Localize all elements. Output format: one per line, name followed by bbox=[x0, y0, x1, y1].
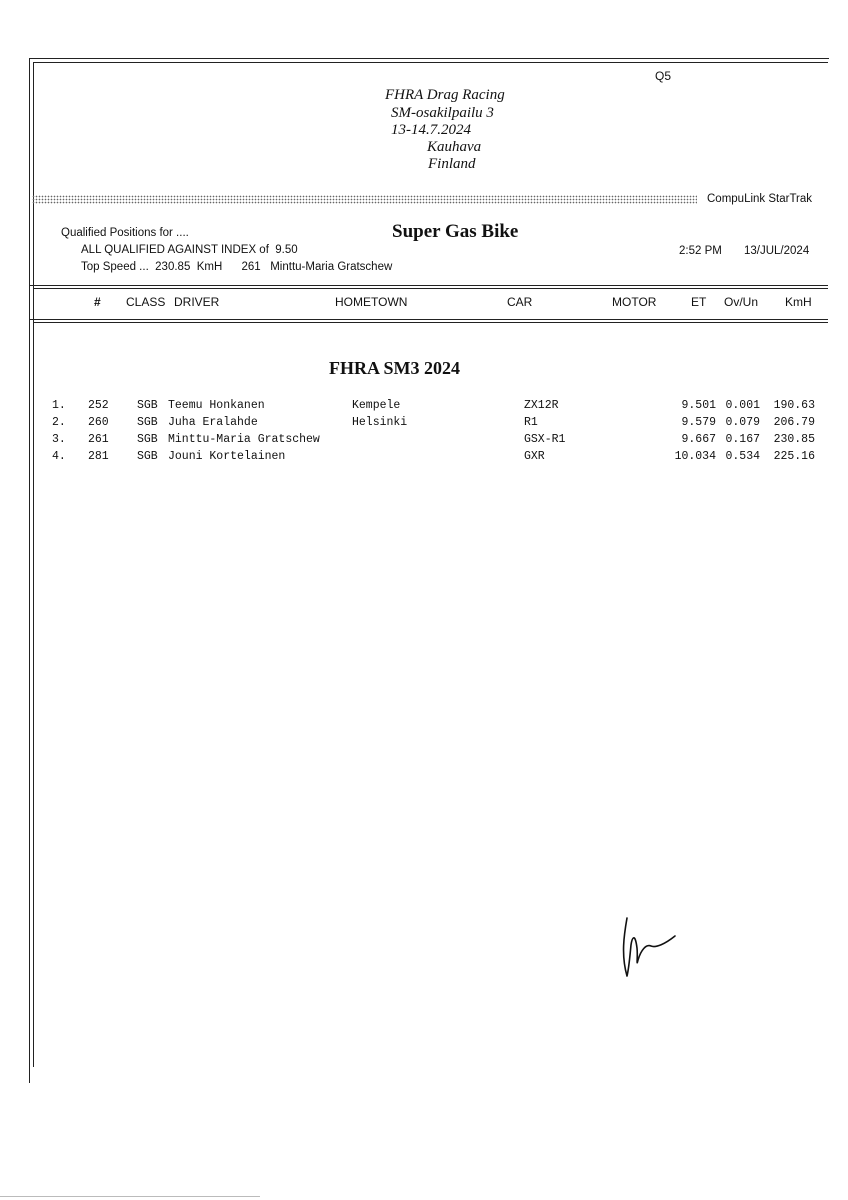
header-rule-bottom bbox=[29, 319, 828, 320]
row-car: GSX-R1 bbox=[524, 433, 566, 446]
row-driver: Teemu Honkanen bbox=[168, 399, 265, 412]
col-kmh: KmH bbox=[785, 295, 812, 309]
col-driver: DRIVER bbox=[174, 295, 220, 309]
index-line: ALL QUALIFIED AGAINST INDEX of 9.50 bbox=[81, 244, 298, 256]
row-position: 4. bbox=[52, 450, 66, 463]
col-hometown: HOMETOWN bbox=[335, 295, 408, 309]
row-driver: Juha Eralahde bbox=[168, 416, 258, 429]
table-row bbox=[0, 433, 848, 450]
report-date: 13/JUL/2024 bbox=[744, 245, 810, 257]
row-et: 9.579 bbox=[681, 416, 716, 429]
top-border bbox=[29, 58, 829, 59]
col-motor: MOTOR bbox=[612, 295, 657, 309]
row-number: 252 bbox=[88, 399, 109, 412]
left-border bbox=[29, 58, 30, 1083]
row-car: ZX12R bbox=[524, 399, 559, 412]
col-et: ET bbox=[691, 295, 707, 309]
col-car: CAR bbox=[507, 295, 533, 309]
signature bbox=[615, 910, 695, 985]
header-rule-bottom-inner bbox=[33, 322, 828, 323]
row-ovun: 0.534 bbox=[725, 450, 760, 463]
row-ovun: 0.079 bbox=[725, 416, 760, 429]
report-time: 2:52 PM bbox=[679, 245, 722, 257]
row-car: R1 bbox=[524, 416, 538, 429]
top-speed-line: Top Speed ... 230.85 KmH 261 Minttu-Maria Gratschew bbox=[81, 261, 393, 273]
row-ovun: 0.167 bbox=[725, 433, 760, 446]
software-label: CompuLink StarTrak bbox=[707, 193, 813, 205]
row-kmh: 225.16 bbox=[773, 450, 815, 463]
row-et: 10.034 bbox=[674, 450, 716, 463]
row-car: GXR bbox=[524, 450, 545, 463]
row-position: 1. bbox=[52, 399, 66, 412]
section-title: FHRA SM3 2024 bbox=[329, 358, 461, 378]
event-title: FHRA Drag Racing bbox=[385, 87, 505, 103]
left-border-inner bbox=[33, 62, 34, 1067]
header-rule-top-inner bbox=[33, 288, 828, 289]
table-row bbox=[0, 399, 848, 416]
table-row bbox=[0, 416, 848, 433]
col-number: # bbox=[94, 295, 101, 309]
row-class: SGB bbox=[137, 399, 158, 412]
row-class: SGB bbox=[137, 433, 158, 446]
event-venue: Kauhava bbox=[427, 139, 482, 155]
row-driver: Jouni Kortelainen bbox=[168, 450, 286, 463]
row-class: SGB bbox=[137, 450, 158, 463]
row-class: SGB bbox=[137, 416, 158, 429]
report-code: Q5 bbox=[655, 69, 672, 83]
row-hometown: Helsinki bbox=[352, 416, 408, 429]
qualified-label: Qualified Positions for .... bbox=[61, 227, 189, 239]
row-number: 281 bbox=[88, 450, 109, 463]
event-country: Finland bbox=[428, 156, 476, 172]
table-row bbox=[0, 450, 848, 467]
event-dates: 13-14.7.2024 bbox=[391, 122, 471, 138]
row-hometown: Kempele bbox=[352, 399, 401, 412]
row-number: 260 bbox=[88, 416, 109, 429]
row-kmh: 230.85 bbox=[773, 433, 815, 446]
class-title: Super Gas Bike bbox=[392, 221, 519, 242]
dotted-separator bbox=[32, 195, 697, 204]
row-et: 9.501 bbox=[681, 399, 716, 412]
row-position: 3. bbox=[52, 433, 66, 446]
header-rule-top bbox=[29, 285, 828, 286]
row-number: 261 bbox=[88, 433, 109, 446]
top-border-inner bbox=[33, 62, 828, 63]
event-subtitle: SM-osakilpailu 3 bbox=[391, 105, 494, 121]
row-et: 9.667 bbox=[681, 433, 716, 446]
row-kmh: 190.63 bbox=[773, 399, 815, 412]
col-ovun: Ov/Un bbox=[724, 295, 759, 309]
row-kmh: 206.79 bbox=[773, 416, 815, 429]
row-ovun: 0.001 bbox=[725, 399, 760, 412]
row-position: 2. bbox=[52, 416, 66, 429]
col-class: CLASS bbox=[126, 295, 166, 309]
row-driver: Minttu-Maria Gratschew bbox=[168, 433, 320, 446]
bottom-rule bbox=[0, 1196, 260, 1197]
